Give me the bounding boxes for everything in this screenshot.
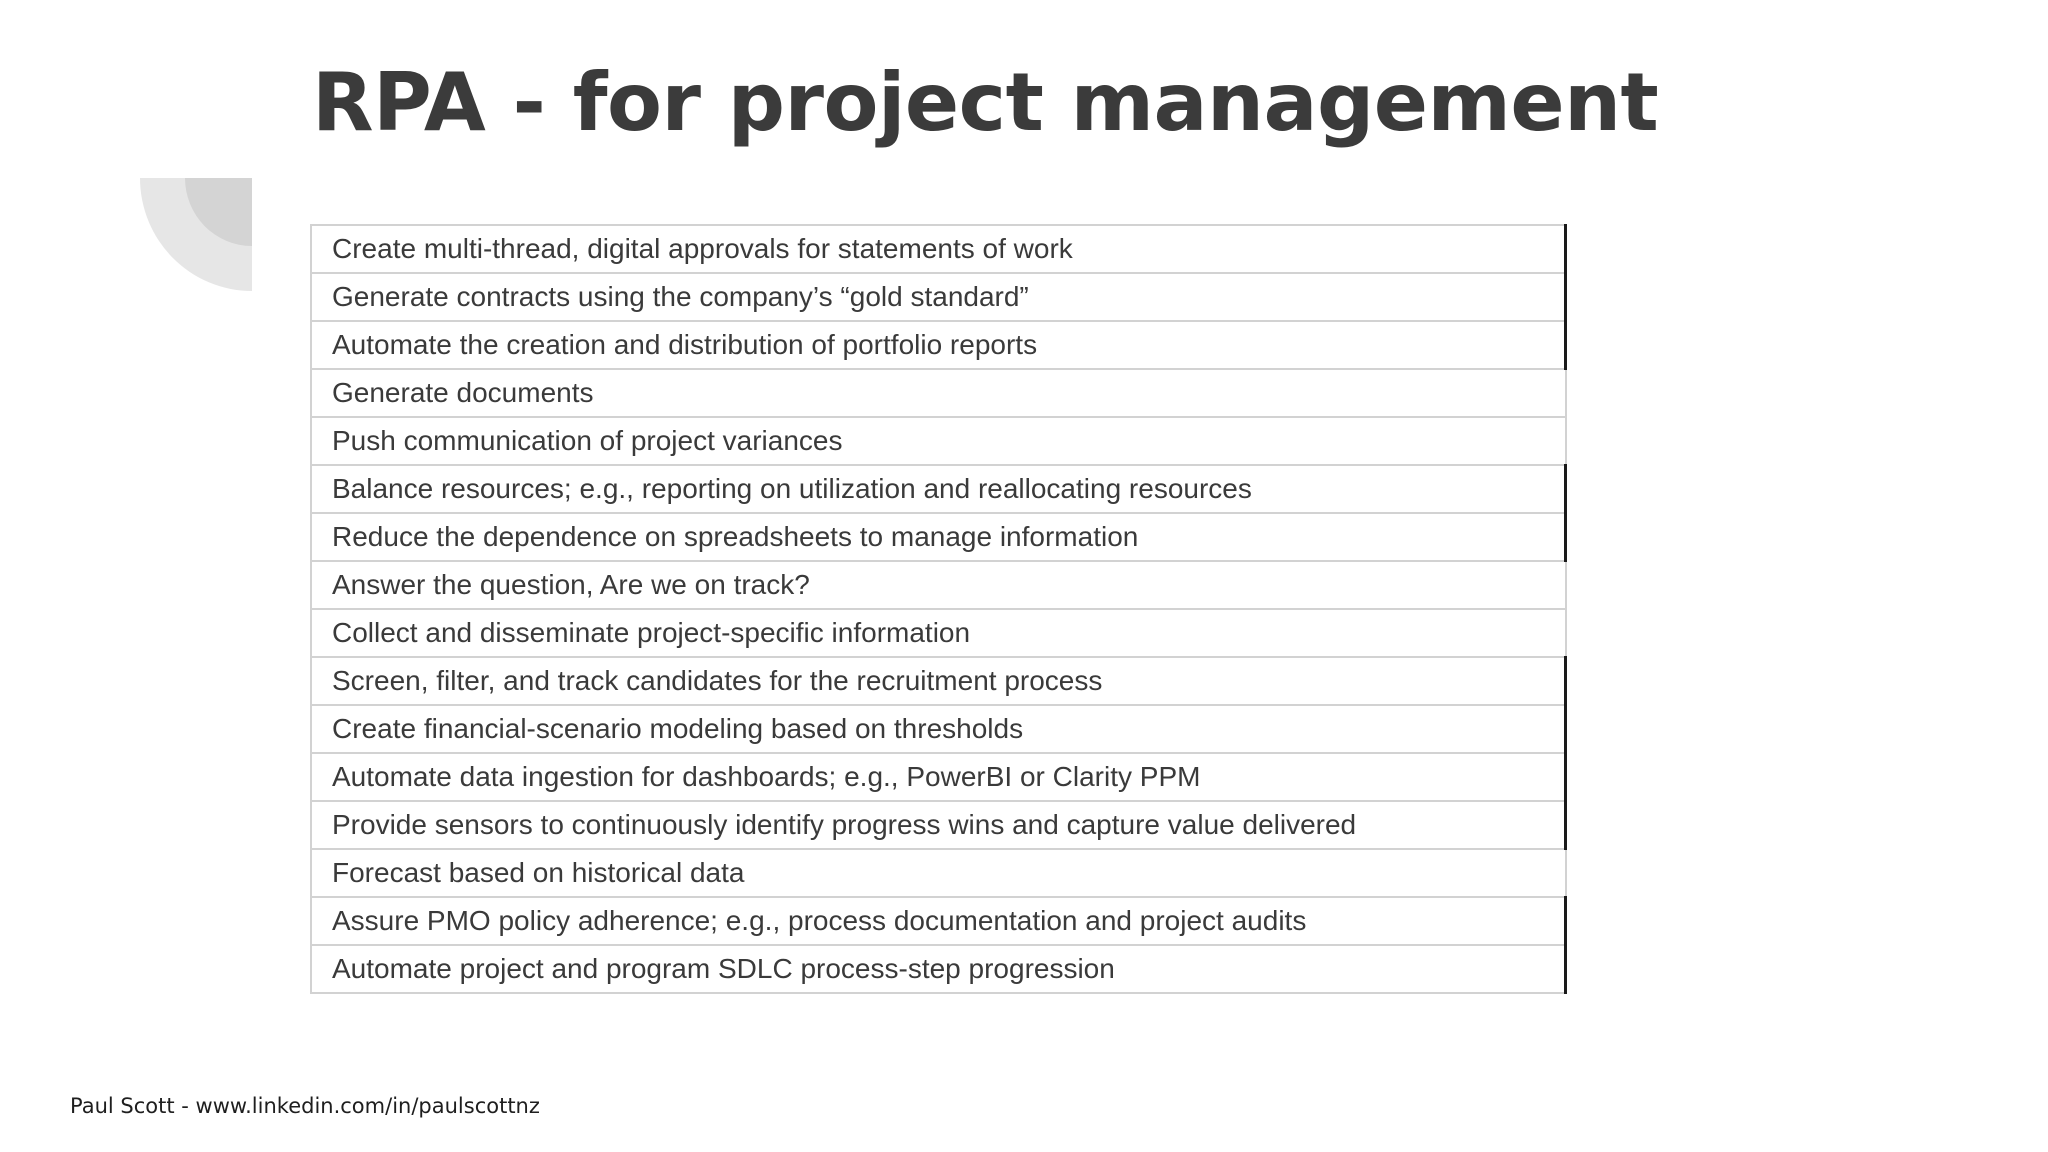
table-cell: Forecast based on historical data [311,849,1566,897]
rpa-use-case-table [310,224,1567,994]
table-cell: Create financial-scenario modeling based on thresholds [311,705,1566,753]
table-row [311,897,1566,945]
table-row [311,561,1566,609]
decorative-quarter-circle [140,178,252,291]
footer-credit: Paul Scott - www.linkedin.com/in/paulscottnz [70,1094,540,1118]
table-cell: Automate the creation and distribution of portfolio reports [311,321,1566,369]
table-row [311,753,1566,801]
table-row [311,225,1566,273]
table-cell: Balance resources; e.g., reporting on utilization and reallocating resources [311,465,1566,513]
table-row [311,465,1566,513]
table-row [311,657,1566,705]
table-row [311,273,1566,321]
table-cell: Generate documents [311,369,1566,417]
table-cell: Reduce the dependence on spreadsheets to manage information [311,513,1566,561]
table-row [311,705,1566,753]
table-cell: Create multi-thread, digital approvals for statements of work [311,225,1566,273]
table-cell: Automate project and program SDLC process-step progression [311,945,1566,993]
table-cell: Push communication of project variances [311,417,1566,465]
table-row [311,369,1566,417]
table-row [311,801,1566,849]
table-cell: Assure PMO policy adherence; e.g., process documentation and project audits [311,897,1566,945]
table-cell: Provide sensors to continuously identify progress wins and capture value delivered [311,801,1566,849]
table-cell: Collect and disseminate project-specific information [311,609,1566,657]
table-cell: Automate data ingestion for dashboards; e.g., PowerBI or Clarity PPM [311,753,1566,801]
table-cell: Generate contracts using the company’s “gold standard” [311,273,1566,321]
table-row [311,513,1566,561]
table-row [311,849,1566,897]
table-row [311,945,1566,993]
table-row [311,609,1566,657]
slide-title: RPA - for project management [312,56,1659,149]
table-cell: Screen, filter, and track candidates for the recruitment process [311,657,1566,705]
table-row [311,321,1566,369]
table-row [311,417,1566,465]
table-cell: Answer the question, Are we on track? [311,561,1566,609]
